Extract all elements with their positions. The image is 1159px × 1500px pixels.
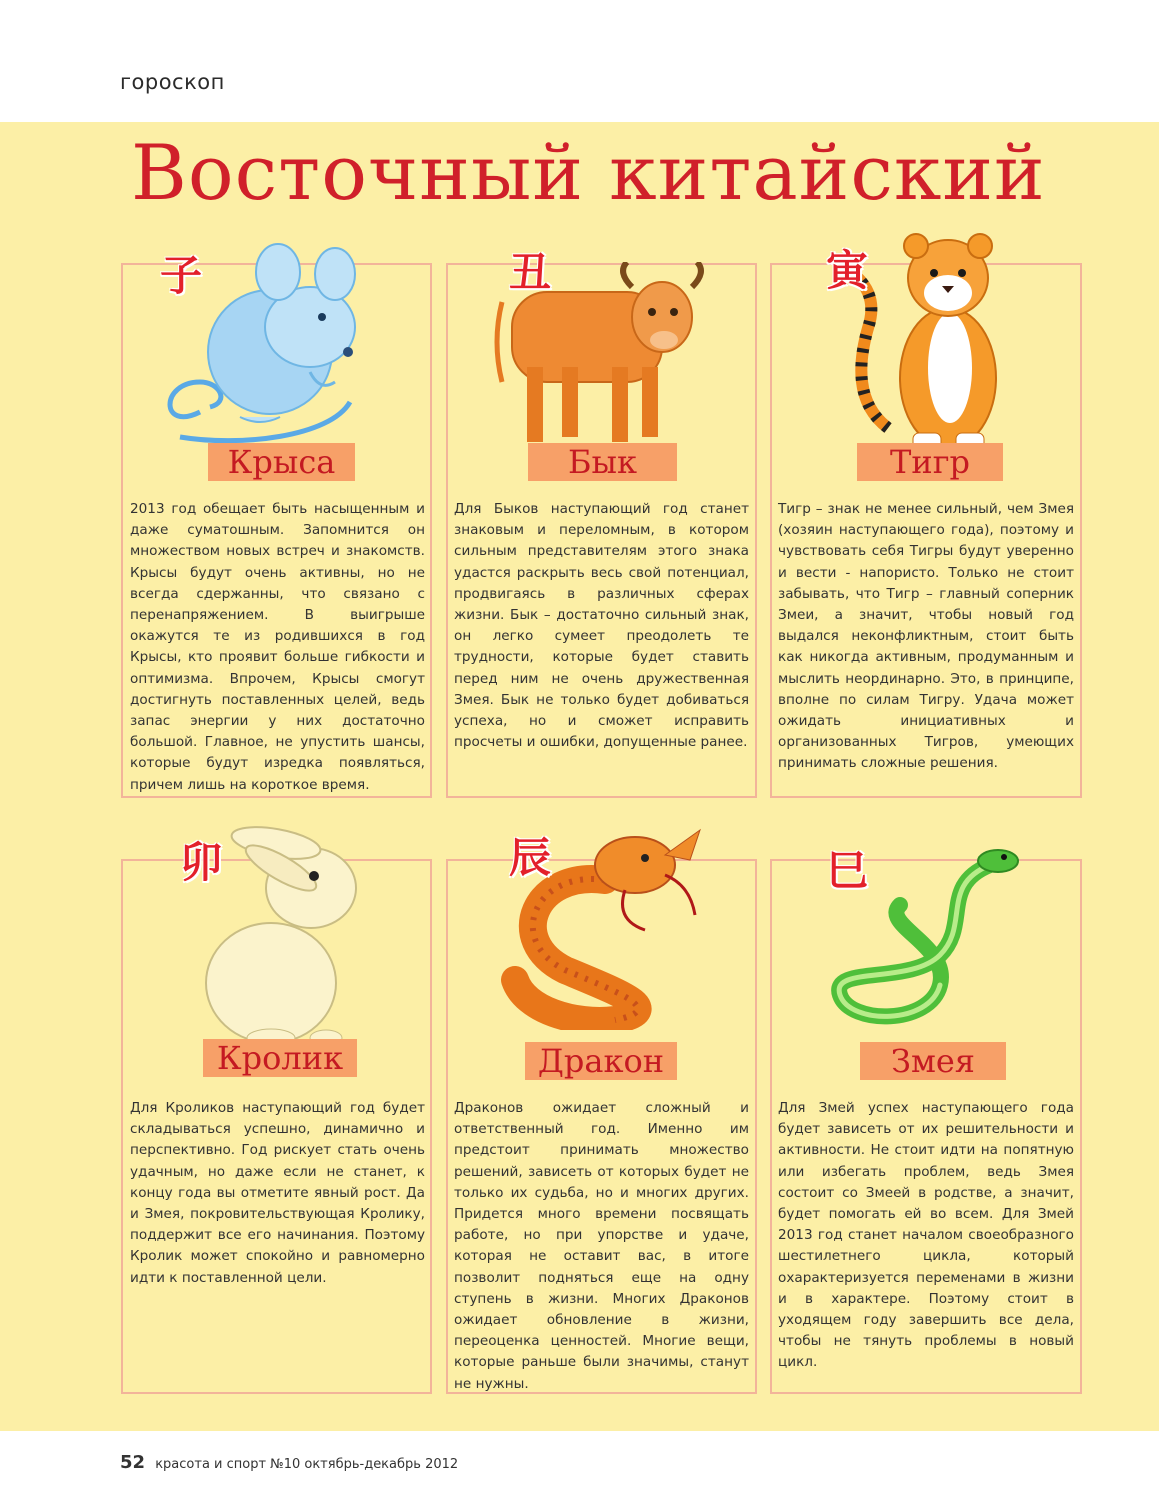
name-tag-rat: Крыса bbox=[208, 443, 355, 481]
footer bbox=[120, 1452, 458, 1473]
text-tiger: Тигр – знак не менее сильный, чем Змея (хозяин наступающего года), поэтому и чувствовать себя Тигры будут уверенно и вести - напористо. Только не стоит забывать, что Тигр – главный соперник Змеи, а значит, чтобы новый год выдался неконфликтным, стоит быть как никогда активным, продуманным и мыслить неординарно. Это, в принципе, вполне по силам Тигру. Удача может ожидать инициативных и организованных Тигров, умеющих принимать сложные решения. bbox=[778, 501, 1074, 772]
magazine-info: красота и спорт №10 октябрь-декабрь 2012 bbox=[155, 1457, 459, 1472]
name-tag-snake: Змея bbox=[860, 1042, 1006, 1080]
tiger-illustration bbox=[848, 228, 1008, 453]
text-dragon: Драконов ожидает сложный и ответственный год. Именно им предстоит принимать множество решений, зависеть от которых будет не только их судьба, но и многих других. Придется много времени посвящать работе, но при упорстве и удаче, которая не оставит вас, в итоге позволит подняться еще на одну ступень в жизни. Многих Драконов ожидает обновление в жизни, переоценка ценностей. Многие вещи, которые раньше были значимы, станут не нужны. bbox=[454, 1100, 749, 1392]
rat-glyph: 子 bbox=[160, 251, 203, 300]
name-tag-ox: Бык bbox=[528, 443, 677, 481]
page-title: Восточный китайский bbox=[131, 128, 1046, 217]
text-rat: 2013 год обещает быть насыщенным и даже суматошным. Запомнится он множеством новых встреч и знакомств. Крысы будут очень активны, но не всегда сдержанны, что связано с перенапряжением. В выигрыше окажутся те из родившихся в год Крысы, кто проявит больше гибкости и оптимизма. Впрочем, Крысы смогут достигнуть поставленных целей, ведь запас энергии у них достаточно большой. Главное, не упустить шансы, которые будут изредка появляться, причем лишь на короткое время. bbox=[130, 501, 425, 793]
tiger-glyph: 寅 bbox=[826, 246, 869, 295]
dragon-glyph: 辰 bbox=[509, 833, 552, 882]
name-tag-rabbit: Кролик bbox=[203, 1039, 357, 1077]
text-snake: Для Змей успех наступающего года будет зависеть от их решительности и активности. Не стоит идти на попятную или избегать проблем, ведь Змея состоит со Змеей в родстве, а значит, будет помогать ей во всем. Для Змей 2013 год станет началом своеобразного шестилетнего цикла, который охарактеризуется переменами в жизни и в характере. Поэтому стоит в уходящем году завершить все дела, чтобы не тянуть проблемы в новый цикл. bbox=[778, 1100, 1074, 1371]
name-tag-tiger: Тигр bbox=[857, 443, 1003, 481]
rabbit-glyph: 卯 bbox=[180, 838, 223, 887]
ox-glyph: 丑 bbox=[509, 248, 552, 297]
name-tag-dragon: Дракон bbox=[525, 1042, 677, 1080]
page-number: 52 bbox=[120, 1452, 146, 1473]
section-label: гороскоп bbox=[120, 70, 225, 94]
snake-glyph: 巳 bbox=[826, 846, 869, 895]
text-ox: Для Быков наступающий год станет знаковым и переломным, в котором сильным представителям этого знака удастся раскрыть весь свой потенциал, продвигаясь в различных сферах жизни. Бык – достаточно сильный знак, он легко сумеет преодолеть те трудности, которые будет ставить перед ним не очень дружественная Змея. Бык не только будет добиваться успеха, но и сможет исправить просчеты и ошибки, допущенные ранее. bbox=[454, 501, 749, 751]
text-rabbit: Для Кроликов наступающий год будет складываться успешно, динамично и перспективно. Год рискует стать очень удачным, но даже если не станет, к концу года вы отметите явный рост. Да и Змея, покровительствующая Кролику, поддержит все его начинания. Поэтому Кролик может спокойно и равномерно идти к поставленной цели. bbox=[130, 1100, 425, 1286]
